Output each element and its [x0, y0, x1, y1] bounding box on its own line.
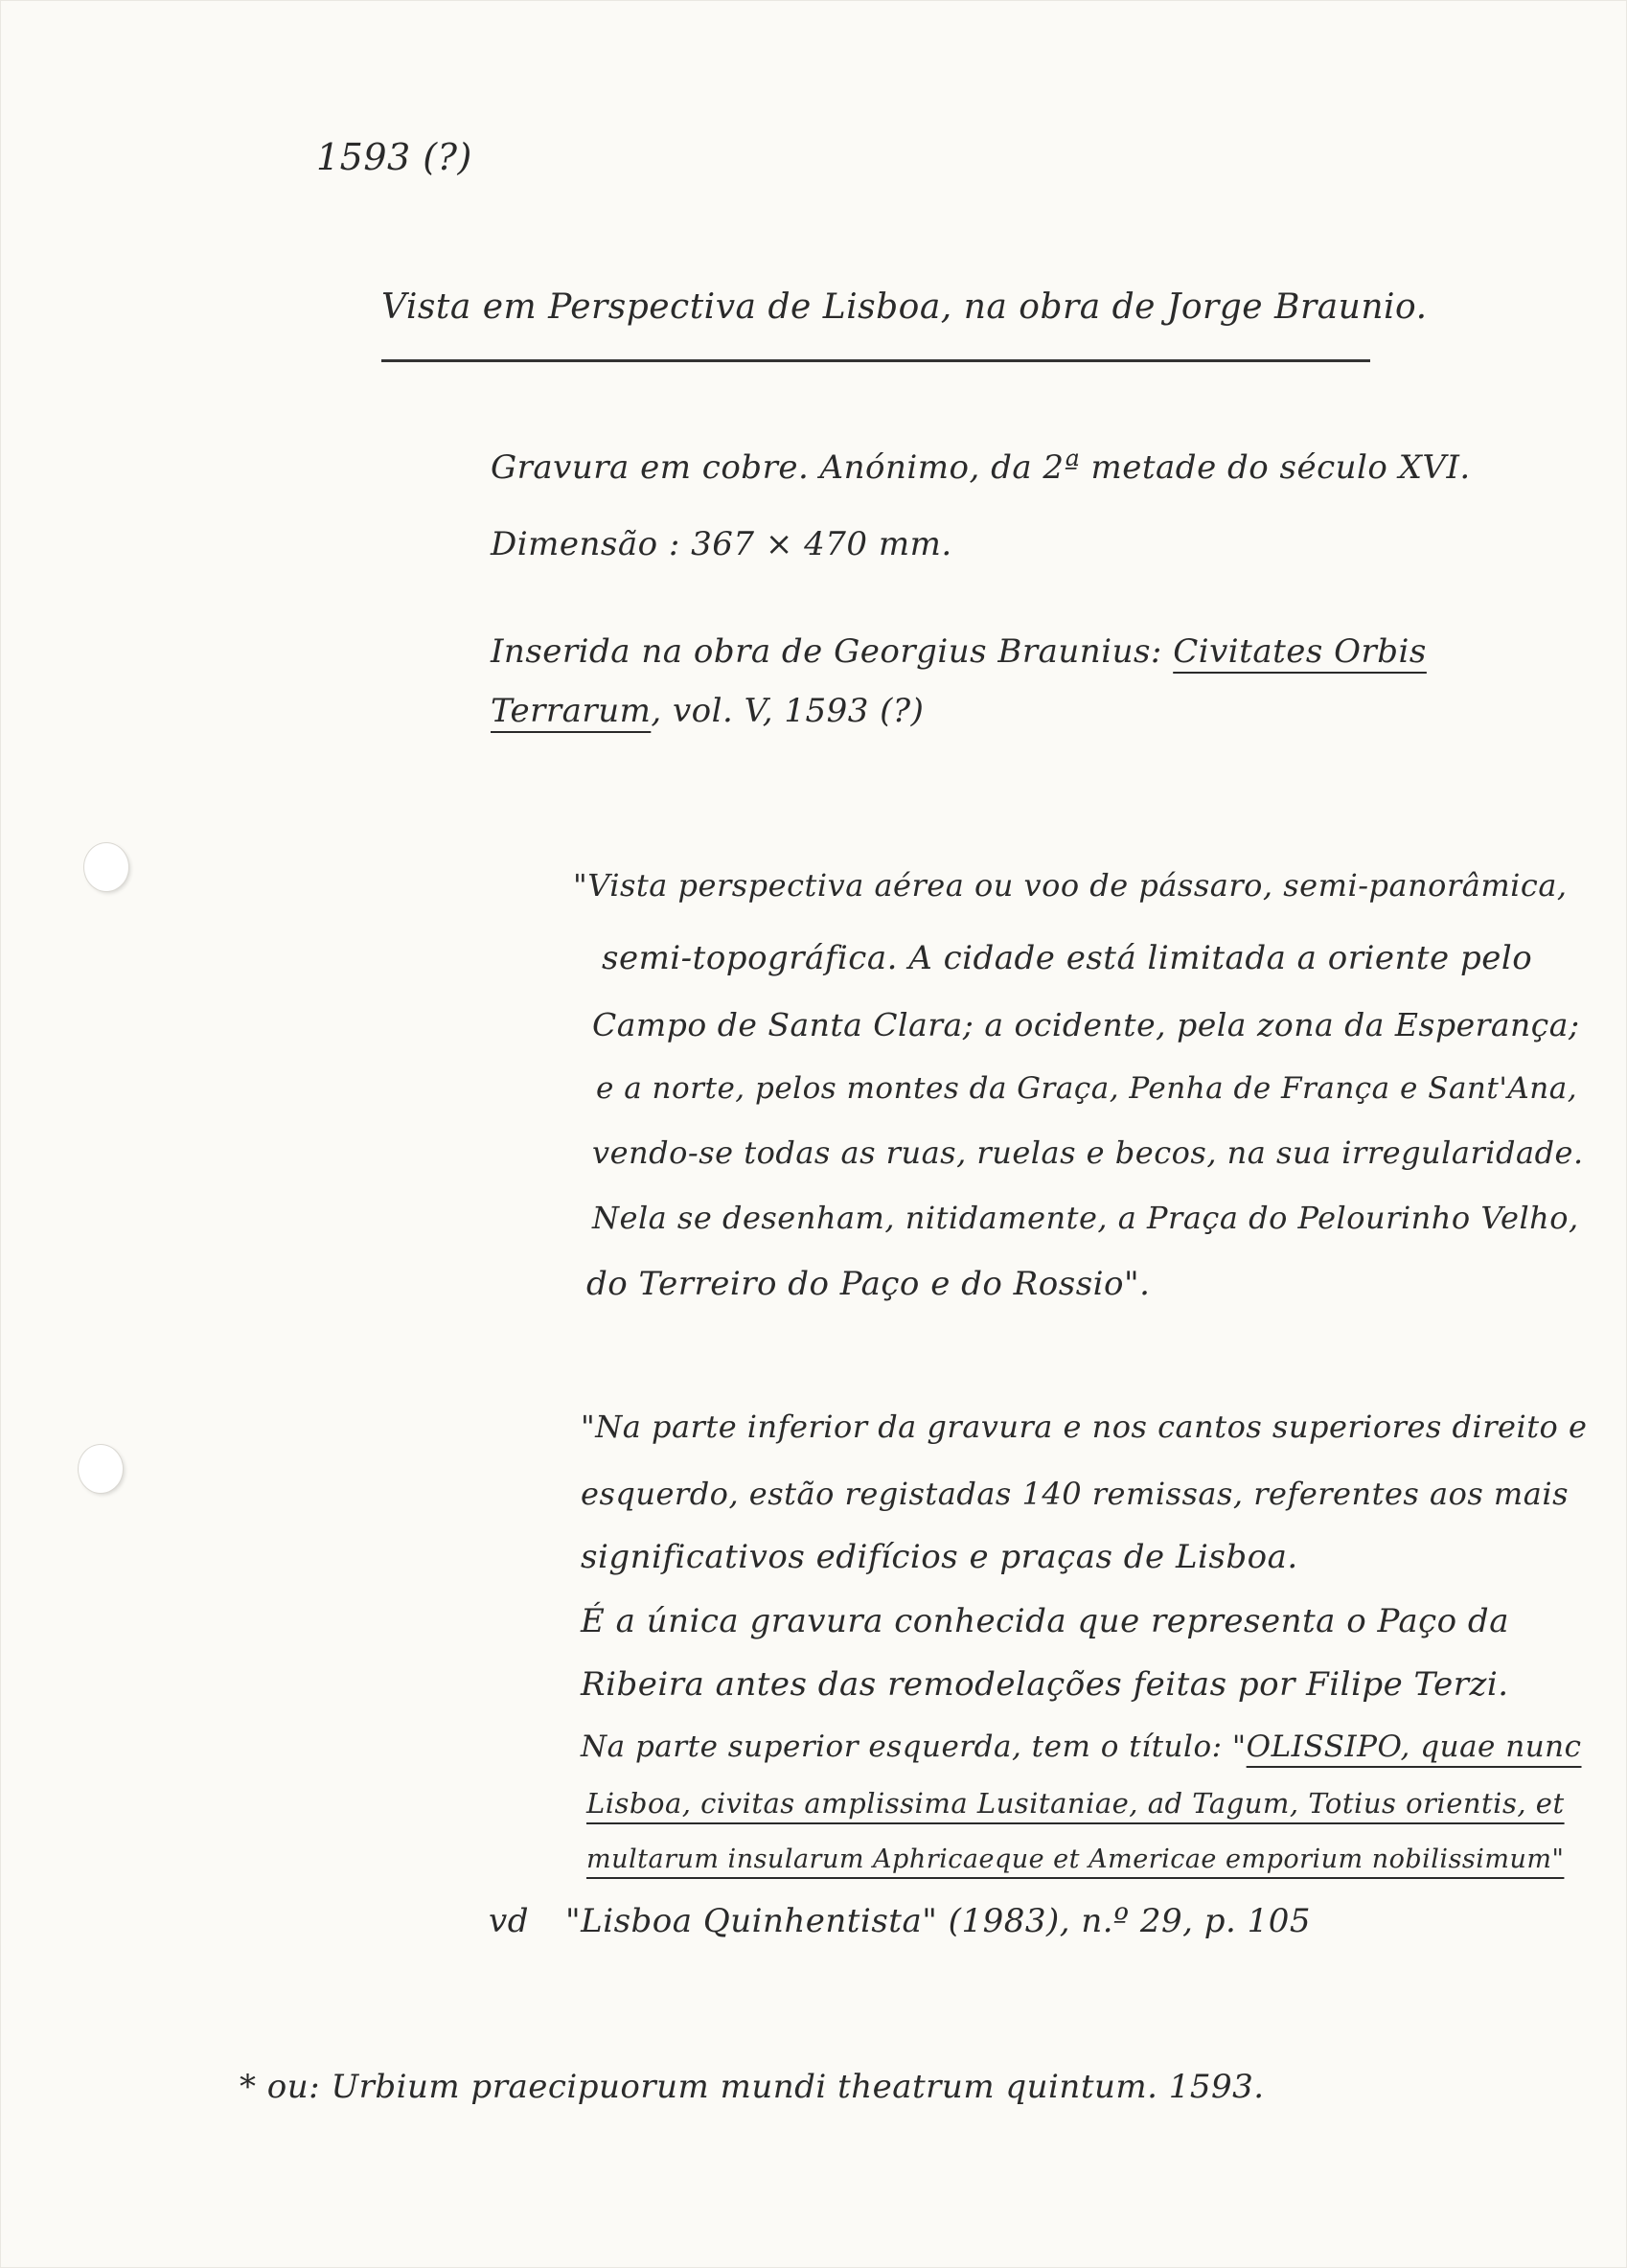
source-title-part-2: Terrarum — [491, 692, 652, 730]
footnote: * ou: Urbium praecipuorum mundi theatrum quintum. 1593. — [240, 2068, 1265, 2106]
quote2-line: É a única gravura conhecida que representa o Paço da — [581, 1602, 1509, 1640]
description-line-1: Gravura em cobre. Anónimo, da 2ª metade do século XVI. — [491, 448, 1471, 487]
quote1-line: Nela se desenham, nitidamente, a Praça do Pelourinho Velho, — [592, 1200, 1579, 1236]
document-title: Vista em Perspectiva de Lisboa, na obra de Jorge Braunio. — [381, 287, 1428, 327]
quote2-title-line: Lisboa, civitas amplissima Lusitaniae, ad Tagum, Totius orientis, et — [586, 1787, 1565, 1820]
source-post: , vol. V, 1593 (?) — [651, 692, 925, 730]
title-underline — [381, 359, 1370, 362]
quote2-line: significativos edifícios e praças de Lisboa. — [581, 1538, 1298, 1576]
quote2-title-start: OLISSIPO, quae nunc — [1246, 1730, 1582, 1764]
punch-hole-top — [84, 843, 128, 891]
quote1-line: Campo de Santa Clara; a ocidente, pela zona da Esperança; — [592, 1006, 1580, 1043]
quote2-line — [581, 1730, 1582, 1764]
quote1-line: do Terreiro do Paço e do Rossio". — [586, 1265, 1151, 1303]
source-line-1 — [491, 632, 1427, 671]
description-line-2: Dimensão : 367 × 470 mm. — [491, 525, 952, 563]
quote2-line: "Na parte inferior da gravura e nos cantos superiores direito e — [581, 1409, 1588, 1445]
quote2-title-lead: Na parte superior esquerda, tem o título: " — [581, 1730, 1247, 1764]
source-pre: Inserida na obra de Georgius Braunius: — [491, 632, 1162, 671]
quote2-line: Ribeira antes das remodelações feitas por Filipe Terzi. — [581, 1665, 1509, 1704]
punch-hole-bottom — [79, 1445, 123, 1493]
reference-label: vd — [489, 1902, 529, 1940]
source-line-2 — [491, 692, 924, 730]
quote2-title-line: multarum insularum Aphricaeque et Americae emporium nobilissimum" — [586, 1844, 1565, 1874]
source-title-part-1: Civitates Orbis — [1173, 632, 1427, 671]
reference: "Lisboa Quinhentista" (1983), n.º 29, p. 105 — [565, 1902, 1312, 1940]
quote1-line: semi-topográfica. A cidade está limitada a oriente pelo — [602, 939, 1533, 977]
quote1-line: vendo-se todas as ruas, ruelas e becos, na sua irregularidade. — [592, 1134, 1584, 1171]
quote2-line: esquerdo, estão registadas 140 remissas, referentes aos mais — [581, 1476, 1569, 1512]
quote1-line: "Vista perspectiva aérea ou voo de pássaro, semi-panorâmica, — [573, 867, 1568, 904]
document-date: 1593 (?) — [316, 136, 472, 178]
quote1-line: e a norte, pelos montes da Graça, Penha de França e Sant'Ana, — [596, 1071, 1578, 1106]
